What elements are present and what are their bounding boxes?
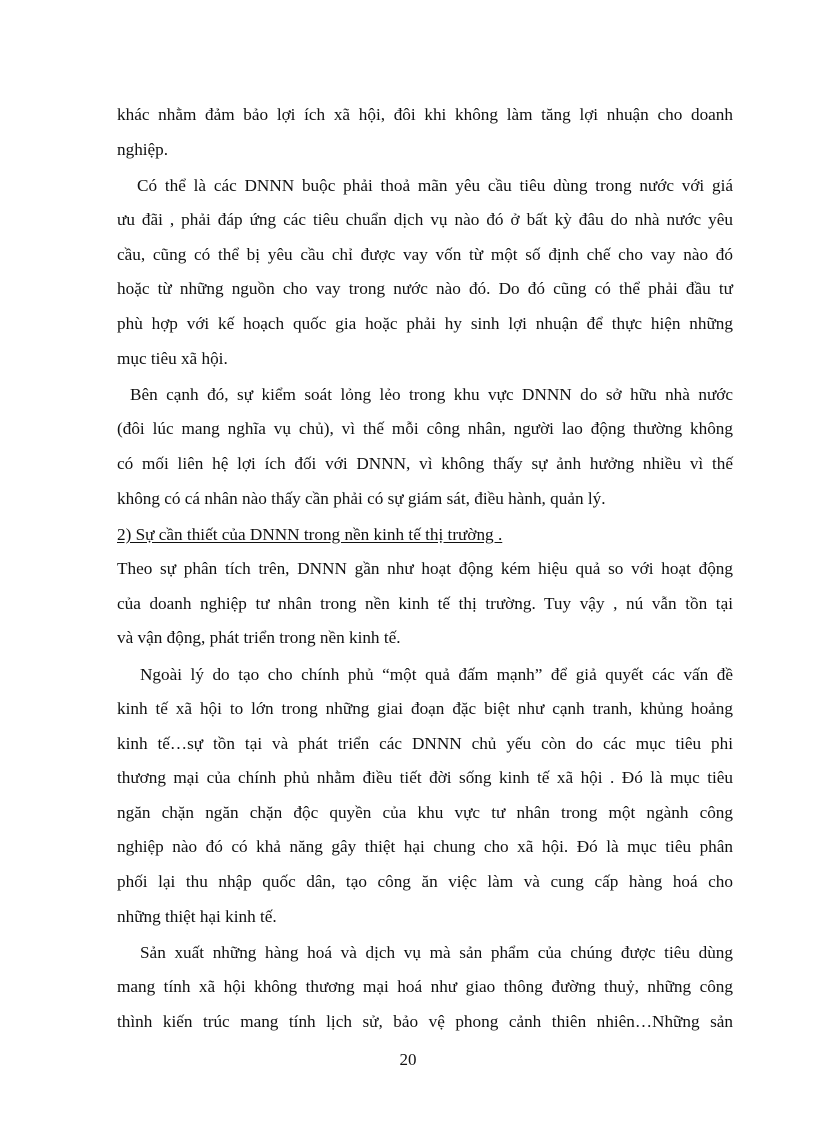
- section-heading: 2) Sự cần thiết của DNNN trong nền kinh tế thị trường .: [117, 524, 503, 544]
- paragraph-line: phối lại thu nhập quốc dân, tạo công ăn việc làm và cung cấp hàng hoá cho: [117, 872, 733, 892]
- paragraph-5: [117, 658, 733, 935]
- paragraph-line: thương mại của chính phủ nhằm điều tiết đời sống kinh tế xã hội . Đó là mục tiêu: [117, 768, 733, 788]
- paragraph-line: nghiệp.: [117, 139, 169, 159]
- paragraph-line: ngăn chặn ngăn chặn độc quyền của khu vực tư nhân trong một ngành công: [117, 802, 733, 822]
- paragraph-line: những thiệt hại kinh tế.: [117, 906, 277, 926]
- paragraph-1: [117, 98, 733, 167]
- paragraph-line: của doanh nghiệp tư nhân trong nền kinh tế thị trường. Tuy vậy , nú vẫn tồn tại: [117, 593, 733, 613]
- paragraph-line: phù hợp với kế hoạch quốc gia hoặc phải hy sinh lợi nhuận để thực hiện những: [117, 314, 733, 334]
- paragraph-3: [117, 378, 733, 516]
- paragraph-line: ưu đãi , phải đáp ứng các tiêu chuẩn dịch vụ nào đó ở bất kỳ đâu do nhà nước yêu: [117, 210, 733, 230]
- paragraph-line: Có thể là các DNNN buộc phải thoả mãn yêu cầu tiêu dùng trong nước với giá: [137, 175, 733, 195]
- paragraph-line: cầu, cũng có thể bị yêu cầu chỉ được vay vốn từ một số định chế cho vay nào đó: [117, 244, 733, 264]
- paragraph-line: mang tính xã hội không thương mại hoá như giao thông đường thuỷ, những công: [117, 977, 733, 997]
- paragraph-line: hoặc từ những nguồn cho vay trong nước nào đó. Do đó cũng có thể phải đầu tư: [117, 279, 733, 299]
- paragraph-line: không có cá nhân nào thấy cần phải có sự giám sát, điều hành, quản lý.: [117, 488, 606, 508]
- paragraph-line: Sản xuất những hàng hoá và dịch vụ mà sản phẩm của chúng được tiêu dùng: [140, 942, 733, 962]
- paragraph-line: mục tiêu xã hội.: [117, 348, 228, 368]
- paragraph-4: [117, 552, 733, 656]
- paragraph-line: nghiệp nào đó có khả năng gây thiệt hại chung cho xã hội. Đó là mục tiêu phân: [117, 837, 733, 857]
- paragraph-line: và vận động, phát triển trong nền kinh tế.: [117, 628, 401, 648]
- paragraph-line: thình kiến trúc mang tính lịch sử, bảo vệ phong cảnh thiên nhiên…Những sản: [117, 1011, 733, 1031]
- paragraph-line: có mối liên hệ lợi ích đối với DNNN, vì không thấy sự ảnh hưởng nhiều vì thế: [117, 453, 733, 473]
- paragraph-line: kinh tế…sự tồn tại và phát triển các DNNN chủ yếu còn do các mục tiêu phi: [117, 733, 733, 753]
- paragraph-line: kinh tế xã hội to lớn trong những giai đoạn đặc biệt như cạnh tranh, khủng hoảng: [117, 699, 733, 719]
- paragraph-line: (đôi lúc mang nghĩa vụ chủ), vì thế mỗi công nhân, người lao động thường không: [117, 419, 733, 439]
- paragraph-line: Ngoài lý do tạo cho chính phủ “một quả đấm mạnh” để giả quyết các vấn đề: [140, 664, 733, 684]
- paragraph-line: khác nhằm đảm bảo lợi ích xã hội, đôi khi không làm tăng lợi nhuận cho doanh: [117, 105, 733, 124]
- page-body: [117, 98, 733, 1041]
- paragraph-6: [117, 936, 733, 1040]
- paragraph-line: Theo sự phân tích trên, DNNN gần như hoạt động kém hiệu quả so với hoạt động: [117, 559, 733, 579]
- paragraph-2: [117, 169, 733, 377]
- paragraph-line: Bên cạnh đó, sự kiểm soát lỏng lẻo trong khu vực DNNN do sở hữu nhà nước: [130, 384, 733, 404]
- page-number: 20: [399, 1050, 417, 1069]
